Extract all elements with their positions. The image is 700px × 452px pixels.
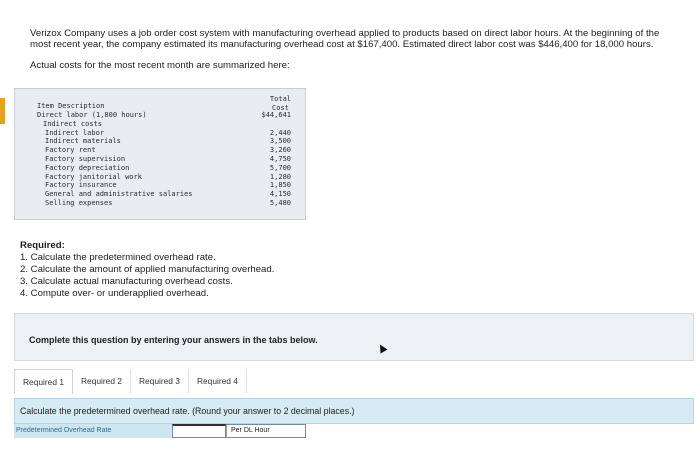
item-value: 4,750 [269,154,291,163]
required-item: 4. Compute over- or underapplied overhead. [20,288,209,299]
cost-values [261,111,291,208]
answer-unit: Per DL Hour [226,424,306,438]
item-label: Factory rent [45,146,96,155]
instruction-box [14,313,694,361]
item-label: Factory depreciation [45,163,130,172]
item-label: Factory janitorial work [45,172,142,181]
question-marker [0,98,5,124]
item-label: Factory insurance [45,181,117,190]
item-value: 5,700 [269,163,291,172]
header-total-cost: Total Cost [269,95,291,112]
item-label: Selling expenses [45,198,113,207]
item-value: 2,440 [269,128,291,137]
item-value: 3,260 [269,146,291,155]
direct-labor-label: Direct labor (1,800 hours) [37,111,147,119]
item-label: General and administrative salaries [45,190,193,199]
required-tabs [14,369,247,393]
direct-labor-value: $44,641 [261,111,291,119]
required-item: 2. Calculate the amount of applied manufacturing overhead. [20,264,275,275]
item-value: 1,280 [269,172,291,181]
tab-required-1[interactable]: Required 1 [14,369,73,394]
required-section [20,240,274,300]
required-title: Required: [20,240,65,251]
cost-labels [37,111,193,208]
tab-required-3[interactable]: Required 3 [131,369,189,393]
intro-summary: Actual costs for the most recent month are summarized here: [30,60,290,71]
question-prompt: Calculate the predetermined overhead rate. (Round your answer to 2 decimal places.) [14,398,694,424]
required-item: 1. Calculate the predetermined overhead rate. [20,252,216,263]
tab-required-4[interactable]: Required 4 [189,369,247,393]
item-value: 1,850 [269,181,291,190]
tab-required-2[interactable]: Required 2 [73,369,131,393]
item-value: 4,150 [269,190,291,199]
answer-row [14,424,694,438]
item-label: Indirect materials [45,137,121,146]
item-label: Factory supervision [45,154,126,163]
item-value: 3,500 [269,137,291,146]
intro-paragraph: Verizox Company uses a job order cost system with manufacturing overhead applied to products based on direct labor hours. At the beginning of the most recent year, the company estimated its manufacturing overhead cost at $167,400. Estimated direct labor cost was $446,400 for 18,000 hours. [30,28,660,50]
overhead-rate-input[interactable] [172,424,226,438]
header-description: Item Description [37,102,105,110]
required-item: 3. Calculate actual manufacturing overhead costs. [20,276,233,287]
indirect-costs-label: Indirect costs [43,119,103,128]
item-value: 5,480 [269,198,291,207]
answer-label: Predetermined Overhead Rate [14,424,172,438]
item-label: Indirect labor [45,128,105,137]
instruction-text: Complete this question by entering your answers in the tabs below. [29,335,318,345]
cost-table [14,88,306,220]
problem-intro [30,28,660,71]
